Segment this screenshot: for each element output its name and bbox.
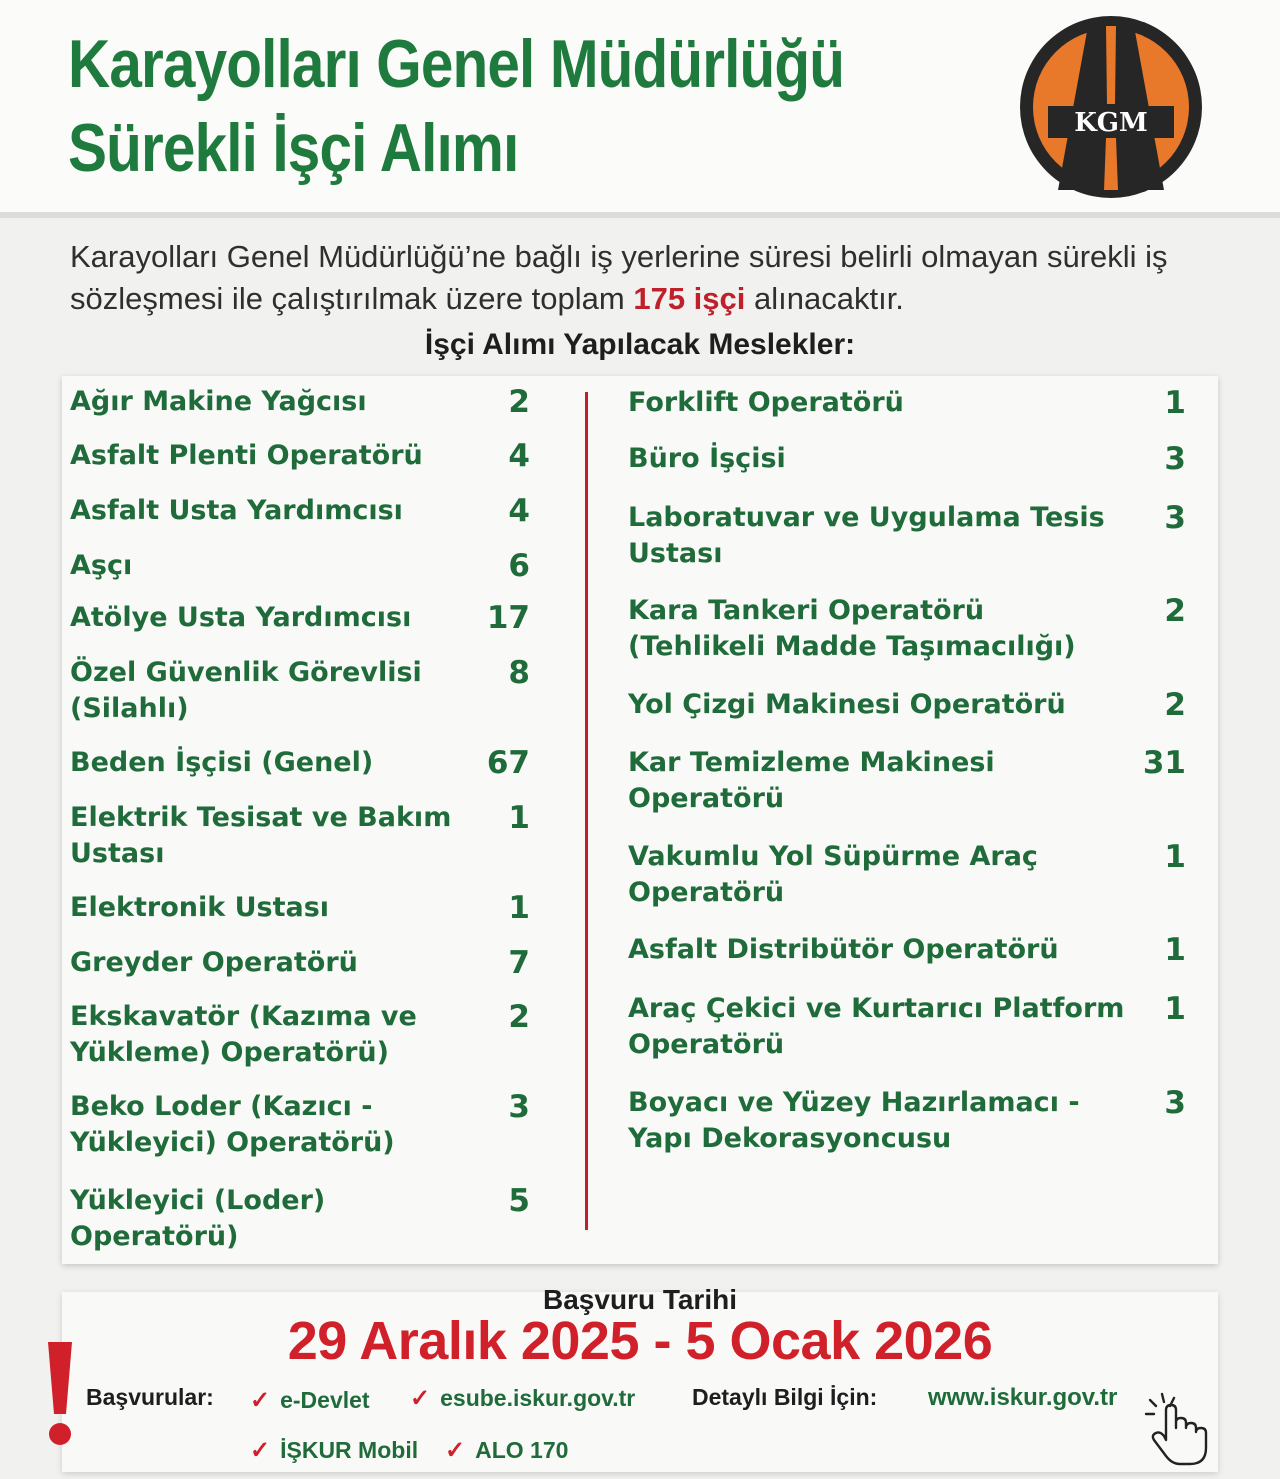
- job-item: [628, 385, 1186, 421]
- job-count: 5: [508, 1183, 530, 1219]
- channel-iskur-mobil: [250, 1436, 418, 1465]
- job-name: Ekskavatör (Kazıma ve Yükleme) Operatörü): [70, 1001, 417, 1068]
- job-count: 1: [1164, 991, 1186, 1027]
- job-item: [70, 493, 530, 529]
- job-name: Asfalt Distribütör Operatörü: [628, 934, 1059, 965]
- intro-text-before: Karayolları Genel Müdürlüğü’ne bağlı iş yerlerine süresi belirli olmayan sürekli iş sözleşmesi ile çalıştırılmak üzere toplam: [70, 239, 1168, 316]
- page-title: [68, 22, 844, 190]
- title-line-2: Sürekli İşçi Alımı: [68, 110, 519, 186]
- job-name: Vakumlu Yol Süpürme Araç Operatörü: [628, 841, 1038, 908]
- job-item: [70, 1089, 530, 1161]
- job-count: 2: [1164, 593, 1186, 629]
- job-count: 7: [508, 945, 530, 981]
- job-count: 2: [1164, 687, 1186, 723]
- job-count: 1: [1164, 385, 1186, 421]
- job-count: 1: [1164, 839, 1186, 875]
- job-item: [70, 745, 530, 781]
- channel-label: e-Devlet: [280, 1387, 370, 1413]
- channel-edevlet: [250, 1386, 370, 1415]
- channels-label: Başvurular:: [86, 1384, 214, 1410]
- kgm-logo: [1018, 14, 1204, 200]
- date-label: Başvuru Tarihi: [543, 1284, 737, 1315]
- channel-label: İŞKUR Mobil: [280, 1437, 419, 1463]
- job-item: [70, 945, 530, 981]
- title-line-1: Karayolları Genel Müdürlüğü: [68, 26, 845, 102]
- job-name: Asfalt Plenti Operatörü: [70, 440, 423, 471]
- job-name: Araç Çekici ve Kurtarıcı Platform Operatörü: [628, 993, 1125, 1060]
- job-name: Elektrik Tesisat ve Bakım Ustası: [70, 802, 452, 869]
- job-count: 3: [1164, 500, 1186, 536]
- job-item: [628, 932, 1186, 968]
- job-item: [70, 800, 530, 872]
- channel-label: ALO 170: [475, 1437, 569, 1463]
- job-item: [628, 687, 1186, 723]
- job-name: Kar Temizleme Makinesi Operatörü: [628, 747, 995, 814]
- column-divider: [585, 392, 588, 1230]
- job-item: [70, 890, 530, 926]
- job-count: 6: [508, 548, 530, 584]
- intro-text-after: alınacaktır.: [745, 281, 904, 316]
- checkmark-icon: ✓: [250, 1387, 271, 1414]
- job-name: Yol Çizgi Makinesi Operatörü: [628, 689, 1066, 720]
- channel-label: esube.iskur.gov.tr: [440, 1385, 636, 1411]
- job-item: [628, 839, 1186, 911]
- job-name: Yükleyici (Loder) Operatörü): [70, 1185, 326, 1252]
- checkmark-icon: ✓: [250, 1437, 271, 1464]
- job-name: Büro İşçisi: [628, 443, 786, 474]
- job-count: 67: [486, 745, 530, 781]
- job-name: Greyder Operatörü: [70, 947, 358, 978]
- job-count: 3: [1164, 441, 1186, 477]
- pointer-hand-icon: [1140, 1388, 1224, 1468]
- job-item: [70, 1183, 530, 1255]
- job-item: [70, 384, 530, 420]
- logo-text: KGM: [1074, 108, 1148, 138]
- job-name: Beden İşçisi (Genel): [70, 747, 374, 778]
- info-label: Detaylı Bilgi İçin:: [692, 1384, 878, 1410]
- job-item: [70, 548, 530, 584]
- header: [0, 0, 1280, 218]
- job-name: Ağır Makine Yağcısı: [70, 386, 367, 417]
- job-name: Özel Güvenlik Görevlisi (Silahlı): [70, 657, 422, 724]
- job-item: [70, 999, 530, 1071]
- info-url-link[interactable]: www.iskur.gov.tr: [928, 1384, 1118, 1411]
- job-count: 4: [508, 493, 530, 529]
- checkmark-icon: ✓: [445, 1437, 466, 1464]
- job-count: 8: [508, 655, 530, 691]
- job-count: 3: [1164, 1085, 1186, 1121]
- job-count: 2: [508, 384, 530, 420]
- job-item: [628, 991, 1186, 1063]
- date-range: 29 Aralık 2025 - 5 Ocak 2026: [287, 1311, 993, 1371]
- job-item: [628, 441, 1186, 477]
- job-count: 4: [508, 438, 530, 474]
- job-count: 1: [508, 800, 530, 836]
- exclamation-icon: [40, 1338, 80, 1448]
- job-name: Beko Loder (Kazıcı - Yükleyici) Operatörü): [70, 1091, 395, 1158]
- job-count: 1: [508, 890, 530, 926]
- job-name: Forklift Operatörü: [628, 387, 904, 418]
- section-title: İşçi Alımı Yapılacak Meslekler:: [424, 328, 856, 361]
- intro-text: [70, 236, 1220, 320]
- job-count: 2: [508, 999, 530, 1035]
- job-item: [628, 745, 1186, 817]
- checkmark-icon: ✓: [410, 1385, 431, 1412]
- job-name: Laboratuvar ve Uygulama Tesis Ustası: [628, 502, 1105, 569]
- job-name: Asfalt Usta Yardımcısı: [70, 495, 403, 526]
- job-item: [70, 655, 530, 727]
- job-item: [70, 438, 530, 474]
- job-item: [628, 500, 1186, 572]
- job-item: [628, 593, 1186, 665]
- job-name: Elektronik Ustası: [70, 892, 330, 923]
- job-count: 3: [508, 1089, 530, 1125]
- job-item: [70, 600, 530, 636]
- job-count: 17: [486, 600, 530, 636]
- total-workers-highlight: 175 işçi: [633, 281, 746, 316]
- job-name: Aşçı: [70, 550, 133, 581]
- job-count: 1: [1164, 932, 1186, 968]
- channel-alo170: [445, 1436, 568, 1465]
- job-name: Atölye Usta Yardımcısı: [70, 602, 412, 633]
- job-count: 31: [1142, 745, 1186, 781]
- channel-esube: [410, 1384, 635, 1413]
- job-name: Boyacı ve Yüzey Hazırlamacı - Yapı Dekorasyoncusu: [628, 1087, 1080, 1154]
- job-name: Kara Tankeri Operatörü (Tehlikeli Madde Taşımacılığı): [628, 595, 1076, 662]
- job-item: [628, 1085, 1186, 1157]
